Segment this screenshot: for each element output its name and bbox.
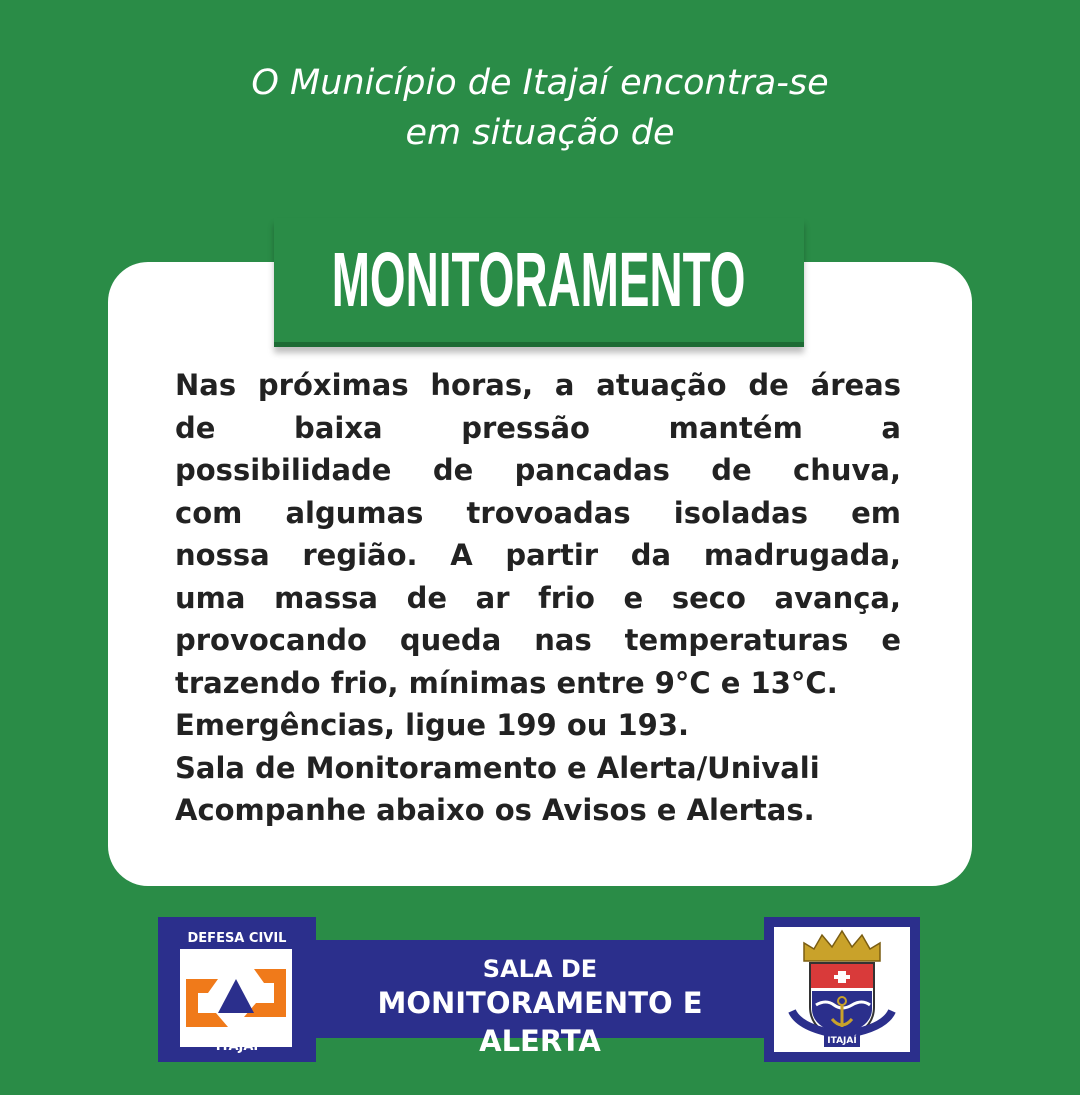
message-line: trazendo frio, mínimas entre 9°C e 13°C. bbox=[175, 665, 838, 700]
message-line: Nas próximas horas, a atuação de áreas bbox=[175, 368, 901, 402]
status-title: MONITORAMENTO bbox=[332, 237, 746, 323]
defesa-civil-emblem-icon bbox=[180, 949, 292, 1047]
message-line: Acompanhe abaixo os Avisos e Alertas. bbox=[175, 793, 815, 827]
message-line: Sala de Monitoramento e Alerta/Univali bbox=[175, 750, 820, 785]
intro-line-2: em situação de bbox=[405, 113, 675, 153]
status-title-box bbox=[274, 218, 804, 347]
message-line: com algumas trovoadas isoladas em bbox=[175, 495, 901, 530]
coat-of-arms-label: ITAJAÍ bbox=[827, 1036, 857, 1046]
message-body bbox=[175, 364, 901, 832]
message-line: uma massa de ar frio e seco avança, bbox=[175, 580, 901, 615]
itajai-coat-of-arms bbox=[764, 917, 920, 1062]
defesa-civil-city: ITAJAÍ bbox=[215, 1039, 259, 1054]
intro-text bbox=[0, 58, 1080, 158]
message-line: nossa região. A partir da madrugada, bbox=[175, 538, 901, 572]
defesa-civil-label: DEFESA CIVIL bbox=[187, 931, 287, 946]
monitoring-room-banner bbox=[316, 940, 764, 1058]
banner-line-2: MONITORAMENTO E ALERTA bbox=[377, 986, 703, 1058]
message-line: de baixa pressão mantém a bbox=[175, 410, 901, 445]
coat-of-arms-icon bbox=[774, 927, 910, 1052]
intro-line-1: O Município de Itajaí encontra-se bbox=[251, 63, 829, 103]
defesa-civil-logo bbox=[158, 917, 316, 1062]
message-line: Emergências, ligue 199 ou 193. bbox=[175, 708, 690, 742]
banner-line-1: SALA DE bbox=[482, 955, 598, 983]
message-line: possibilidade de pancadas de chuva, bbox=[175, 453, 901, 487]
message-line: provocando queda nas temperaturas e bbox=[175, 623, 901, 657]
